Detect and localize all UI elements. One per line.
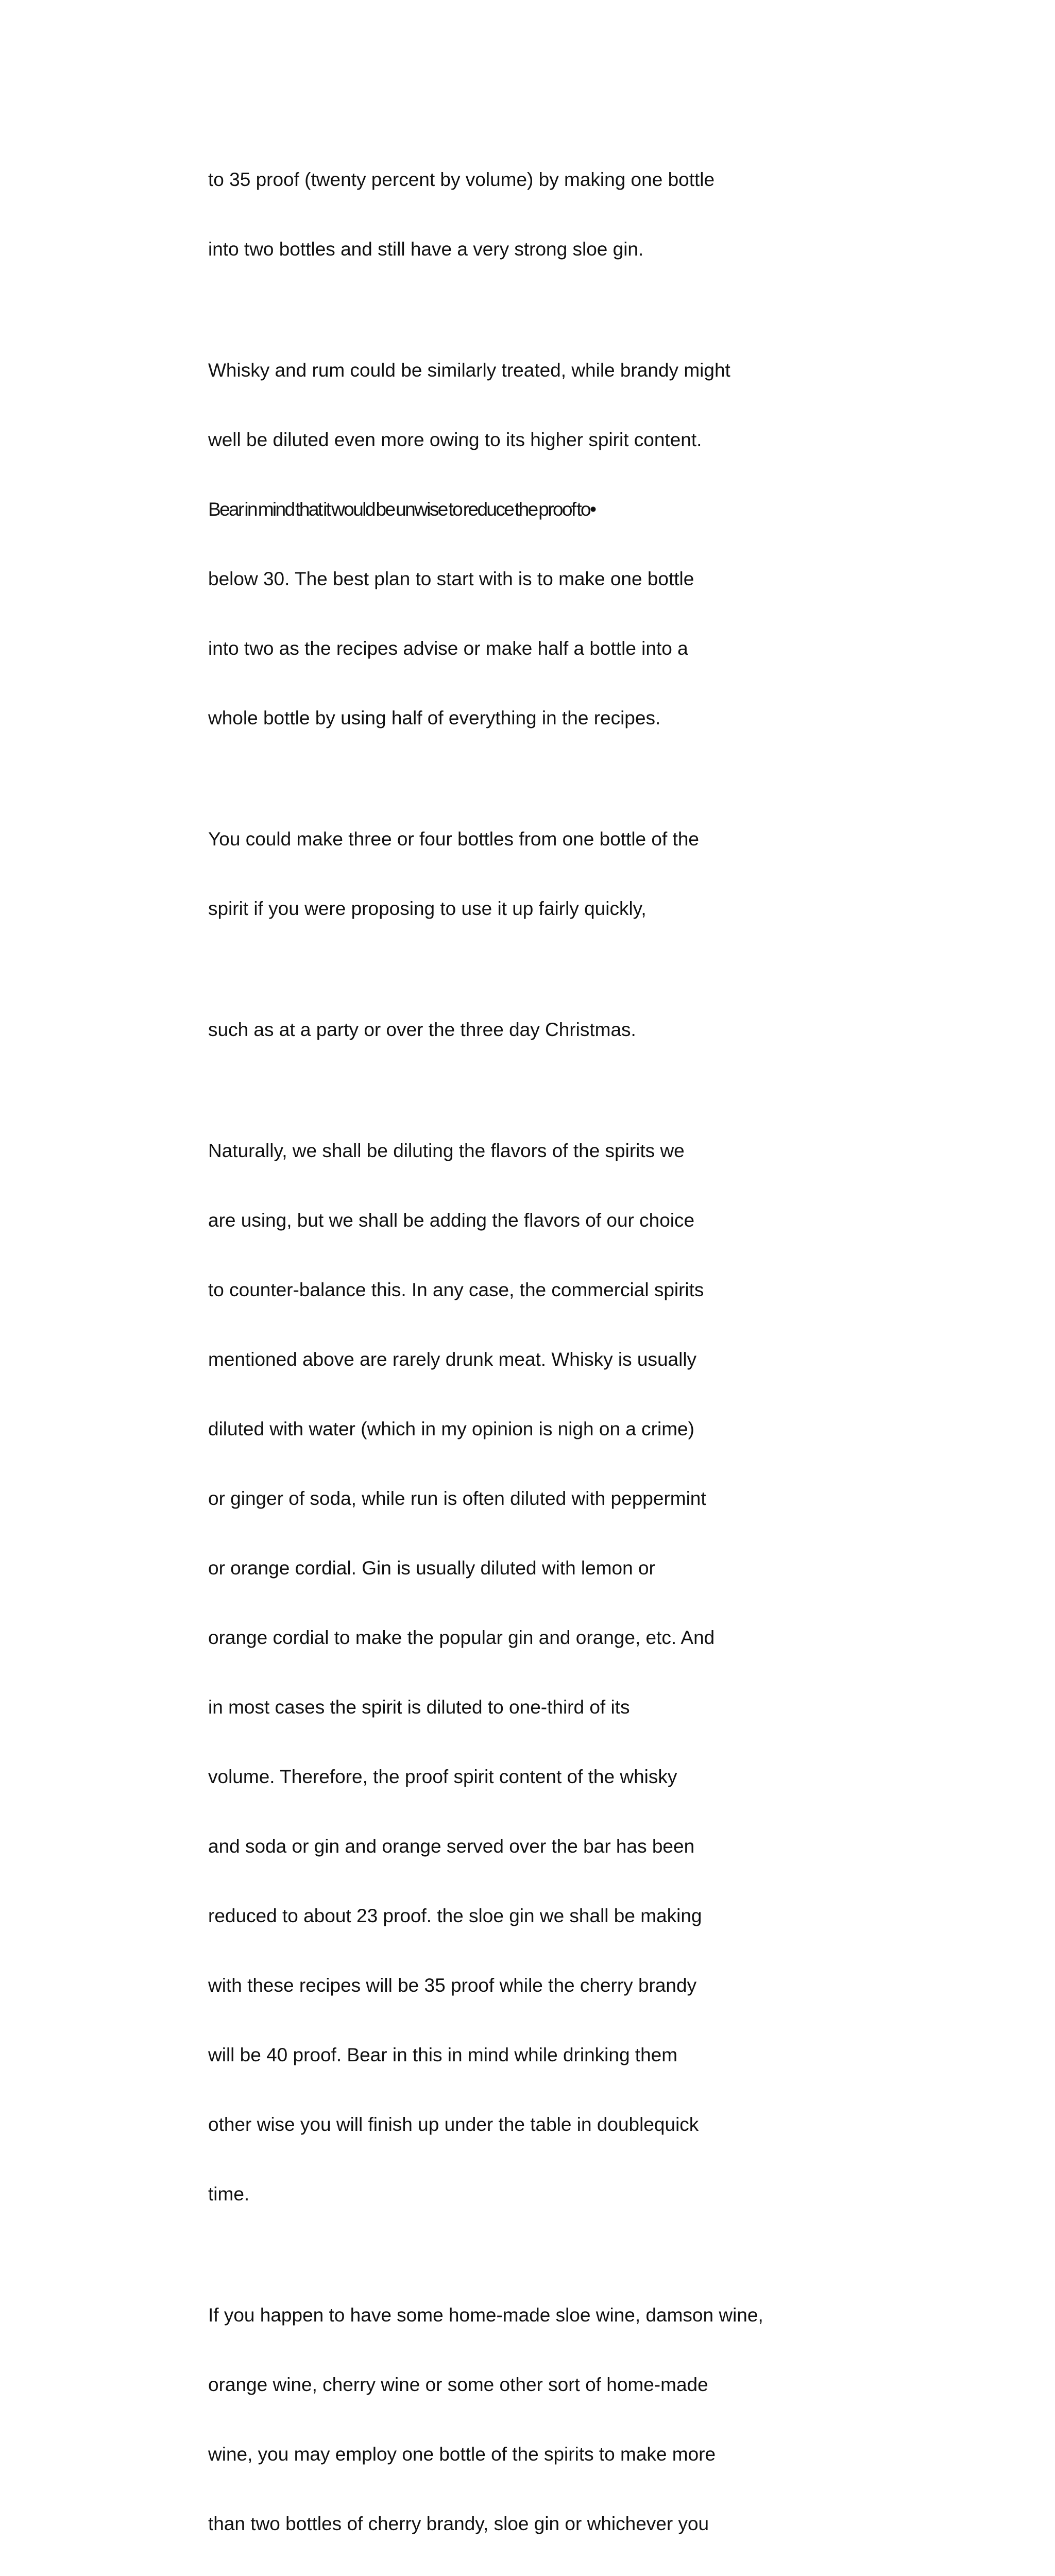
text-line: in most cases the spirit is diluted to one-third of its (208, 1697, 630, 1718)
text-line: below 30. The best plan to start with is to make one bottle (208, 568, 694, 589)
text-line: reduced to about 23 proof. the sloe gin we shall be making (208, 1905, 702, 1926)
text-line: diluted with water (which in my opinion is nigh on a crime) (208, 1418, 694, 1439)
text-line: to counter-balance this. In any case, the commercial spirits (208, 1279, 704, 1300)
text-line: If you happen to have some home-made sloe wine, damson wine, (208, 2304, 763, 2326)
text-line: to 35 proof (twenty percent by volume) by making one bottle (208, 169, 715, 190)
text-line: orange cordial to make the popular gin and orange, etc. And (208, 1627, 715, 1648)
paragraph-5 (208, 1093, 852, 2252)
text-line: Whisky and rum could be similarly treated, while brandy might (208, 360, 730, 381)
paragraph-4 (208, 972, 852, 1088)
text-line: such as at a party or over the three day Christmas. (208, 1019, 636, 1040)
text-line: Naturally, we shall be diluting the flavors of the spirits we (208, 1140, 685, 1161)
text-line: You could make three or four bottles from one bottle of the (208, 828, 699, 850)
document-body (208, 122, 852, 2576)
text-line: orange wine, cherry wine or some other sort of home-made (208, 2374, 708, 2395)
text-line: are using, but we shall be adding the flavors of our choice (208, 1210, 695, 1231)
text-line: volume. Therefore, the proof spirit content of the whisky (208, 1766, 677, 1787)
paragraph-6 (208, 2257, 852, 2576)
paragraph-3 (208, 781, 852, 967)
text-line: well be diluted even more owing to its higher spirit content. (208, 429, 702, 450)
paragraph-2 (208, 312, 852, 776)
text-line: into two as the recipes advise or make half a bottle into a (208, 638, 688, 659)
text-line: wine, you may employ one bottle of the spirits to make more (208, 2444, 716, 2465)
text-line: other wise you will finish up under the table in doublequick (208, 2114, 699, 2135)
text-line: spirit if you were proposing to use it up fairly quickly, (208, 898, 646, 919)
text-line: with these recipes will be 35 proof while the cherry brandy (208, 1975, 697, 1996)
text-line: and soda or gin and orange served over the bar has been (208, 1836, 695, 1857)
text-line: mentioned above are rarely drunk meat. Whisky is usually (208, 1349, 697, 1370)
text-line: will be 40 proof. Bear in this in mind while drinking them (208, 2044, 678, 2065)
text-line: time. (208, 2183, 250, 2205)
text-line: than two bottles of cherry brandy, sloe gin or whichever you (208, 2513, 709, 2534)
text-line: or ginger of soda, while run is often diluted with peppermint (208, 1488, 706, 1509)
text-line: or orange cordial. Gin is usually diluted with lemon or (208, 1557, 655, 1579)
text-line: into two bottles and still have a very strong sloe gin. (208, 239, 644, 260)
text-line: Bear in mind that it would be unwise to reduce the proof to• (208, 499, 595, 520)
paragraph-1 (208, 122, 852, 307)
text-line: whole bottle by using half of everything in the recipes. (208, 707, 661, 728)
